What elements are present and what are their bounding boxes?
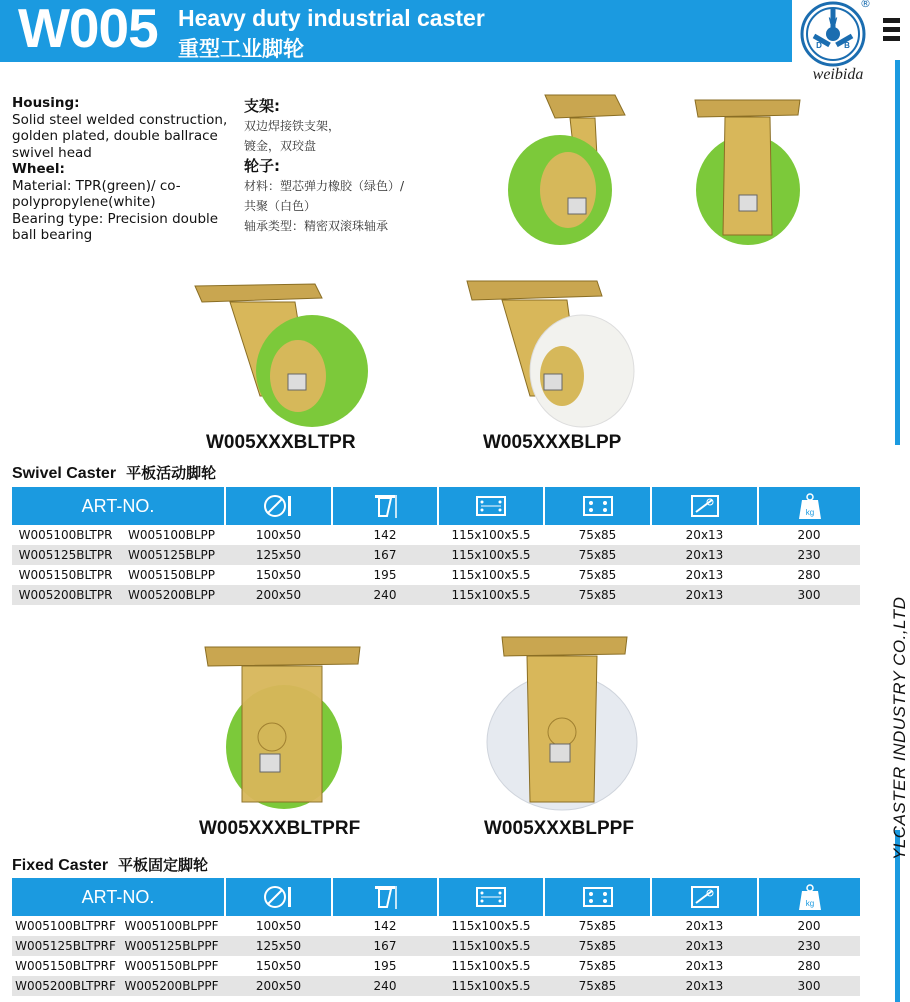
size-cell: 125x50 <box>225 545 332 565</box>
logo-letter-d: D <box>816 41 822 50</box>
load-cell: 280 <box>758 565 860 585</box>
table-row <box>12 976 860 996</box>
height-cell: 240 <box>332 976 438 996</box>
table-row <box>12 565 860 585</box>
load-capacity-icon <box>797 492 823 520</box>
wheel-label-cn: 轮子: <box>244 157 280 175</box>
brand-name: weibida <box>812 66 864 83</box>
header-art-no: ART-NO. <box>12 878 225 916</box>
plate-cell: 115x100x5.5 <box>438 936 544 956</box>
bolt-cell: 20x13 <box>651 956 758 976</box>
bolt-hole-icon <box>690 885 720 909</box>
header-hole-spacing <box>544 878 651 916</box>
holes-cell: 75x85 <box>544 936 651 956</box>
table-row <box>12 585 860 605</box>
bracket-line2-cn: 镀金，双珓盘 <box>244 139 317 153</box>
table-row <box>12 956 860 976</box>
plate-size-icon <box>475 495 507 517</box>
fixed-section-title <box>12 854 208 875</box>
fixed-caster-green-image <box>200 642 365 812</box>
swivel-spec-table <box>12 487 860 605</box>
height-cell: 167 <box>332 936 438 956</box>
caption-swivel-white: W005XXXBLPP <box>483 432 622 453</box>
header-plate-size <box>438 878 544 916</box>
wheel-size-icon <box>264 884 294 910</box>
registered-mark: ® <box>860 0 871 10</box>
bearing-type: Bearing type: Precision double ball bearing <box>12 210 219 243</box>
height-cell: 142 <box>332 525 438 545</box>
fixed-spec-table <box>12 878 860 996</box>
header-plate-size <box>438 487 544 525</box>
header-load-capacity <box>758 878 860 916</box>
bolt-cell: 20x13 <box>651 936 758 956</box>
bolt-cell: 20x13 <box>651 565 758 585</box>
header-bolt-hole <box>651 487 758 525</box>
caption-swivel-green: W005XXXBLTPR <box>206 432 356 453</box>
logo-letter-w: W <box>828 16 838 26</box>
header-hole-spacing <box>544 487 651 525</box>
plate-cell: 115x100x5.5 <box>438 565 544 585</box>
fixed-title-en: Fixed Caster <box>12 857 109 874</box>
header-height <box>332 878 438 916</box>
swivel-caster-white-image <box>462 276 642 426</box>
swivel-title-cn: 平板活动脚轮 <box>126 464 217 482</box>
load-cell: 300 <box>758 976 860 996</box>
art-no-cell: W005200BLTPRF W005200BLPPF <box>12 976 225 996</box>
art-no-cell: W005200BLTPR W005200BLPP <box>12 585 225 605</box>
size-cell: 200x50 <box>225 976 332 996</box>
bracket-label-cn: 支架: <box>244 97 280 115</box>
header-load-capacity <box>758 487 860 525</box>
height-icon <box>371 883 399 911</box>
spec-english <box>12 95 232 244</box>
bearing-line-cn: 轴承类型：精密双滚珠轴承 <box>244 219 389 233</box>
load-capacity-icon <box>797 883 823 911</box>
height-icon <box>371 492 399 520</box>
company-name-vertical: YLCASTER INDUSTRY CO.,LTD <box>890 596 909 860</box>
housing-text: Solid steel welded construction, golden plated, double ballrace swivel head <box>12 111 228 161</box>
bolt-cell: 20x13 <box>651 585 758 605</box>
bolt-cell: 20x13 <box>651 976 758 996</box>
hole-spacing-icon <box>582 886 614 908</box>
holes-cell: 75x85 <box>544 545 651 565</box>
plate-cell: 115x100x5.5 <box>438 525 544 545</box>
load-cell: 230 <box>758 545 860 565</box>
bolt-cell: 20x13 <box>651 545 758 565</box>
swivel-caster-green-image <box>190 276 380 426</box>
size-cell: 150x50 <box>225 565 332 585</box>
housing-label: Housing: <box>12 95 80 111</box>
kg-label: kg <box>805 508 814 517</box>
art-no-cell: W005150BLTPR W005150BLPP <box>12 565 225 585</box>
side-accent-bar <box>895 60 900 445</box>
plate-size-icon <box>475 886 507 908</box>
header-wheel-size <box>225 878 332 916</box>
fixed-title-cn: 平板固定脚轮 <box>118 856 209 874</box>
header-art-no: ART-NO. <box>12 487 225 525</box>
wheel-label: Wheel: <box>12 161 65 177</box>
fixed-caster-green-image-top <box>690 95 805 250</box>
load-cell: 300 <box>758 585 860 605</box>
title-english: Heavy duty industrial caster <box>178 5 485 31</box>
header-height <box>332 487 438 525</box>
bracket-line1-cn: 双边焊接铁支架， <box>244 119 341 133</box>
plate-cell: 115x100x5.5 <box>438 585 544 605</box>
size-cell: 100x50 <box>225 525 332 545</box>
plate-cell: 115x100x5.5 <box>438 545 544 565</box>
plate-cell: 115x100x5.5 <box>438 956 544 976</box>
holes-cell: 75x85 <box>544 565 651 585</box>
size-cell: 125x50 <box>225 936 332 956</box>
load-cell: 230 <box>758 936 860 956</box>
header-banner <box>0 0 792 62</box>
size-cell: 100x50 <box>225 916 332 936</box>
plate-cell: 115x100x5.5 <box>438 976 544 996</box>
load-cell: 200 <box>758 916 860 936</box>
fixed-caster-white-image <box>482 632 642 812</box>
holes-cell: 75x85 <box>544 956 651 976</box>
plate-cell: 115x100x5.5 <box>438 916 544 936</box>
size-cell: 200x50 <box>225 585 332 605</box>
height-cell: 240 <box>332 585 438 605</box>
holes-cell: 75x85 <box>544 585 651 605</box>
table-row <box>12 936 860 956</box>
bolt-cell: 20x13 <box>651 525 758 545</box>
hole-spacing-icon <box>582 495 614 517</box>
menu-icon[interactable] <box>883 18 900 45</box>
art-no-cell: W005150BLTPRF W005150BLPPF <box>12 956 225 976</box>
load-cell: 200 <box>758 525 860 545</box>
load-cell: 280 <box>758 956 860 976</box>
header-wheel-size <box>225 487 332 525</box>
art-no-cell: W005125BLTPR W005125BLPP <box>12 545 225 565</box>
table-row <box>12 916 860 936</box>
swivel-title-en: Swivel Caster <box>12 465 117 482</box>
wheel-material: Material: TPR(green)/ co-polypropylene(white) <box>12 177 181 210</box>
caption-fixed-green: W005XXXBLTPRF <box>199 818 361 839</box>
wheel-line1-cn: 材料：塑芯弹力橡胶（绿色）/ <box>244 179 405 193</box>
swivel-section-title <box>12 462 216 483</box>
art-no-cell: W005100BLTPRF W005100BLPPF <box>12 916 225 936</box>
wheel-size-icon <box>264 493 294 519</box>
art-no-cell: W005100BLTPR W005100BLPP <box>12 525 225 545</box>
height-cell: 195 <box>332 565 438 585</box>
swivel-caster-green-image-top <box>500 90 640 250</box>
holes-cell: 75x85 <box>544 976 651 996</box>
bolt-cell: 20x13 <box>651 916 758 936</box>
art-no-cell: W005125BLTPRF W005125BLPPF <box>12 936 225 956</box>
table-row <box>12 525 860 545</box>
wheel-line2-cn: 共聚（白色） <box>244 199 317 213</box>
title-chinese: 重型工业脚轮 <box>178 37 304 61</box>
spec-chinese <box>244 96 464 236</box>
logo-letter-b: B <box>844 41 850 50</box>
height-cell: 167 <box>332 545 438 565</box>
height-cell: 142 <box>332 916 438 936</box>
holes-cell: 75x85 <box>544 525 651 545</box>
header-bolt-hole <box>651 878 758 916</box>
holes-cell: 75x85 <box>544 916 651 936</box>
caption-fixed-white: W005XXXBLPPF <box>484 818 634 839</box>
table-row <box>12 545 860 565</box>
bolt-hole-icon <box>690 494 720 518</box>
size-cell: 150x50 <box>225 956 332 976</box>
product-code: W005 <box>18 0 158 59</box>
height-cell: 195 <box>332 956 438 976</box>
kg-label: kg <box>805 899 814 908</box>
